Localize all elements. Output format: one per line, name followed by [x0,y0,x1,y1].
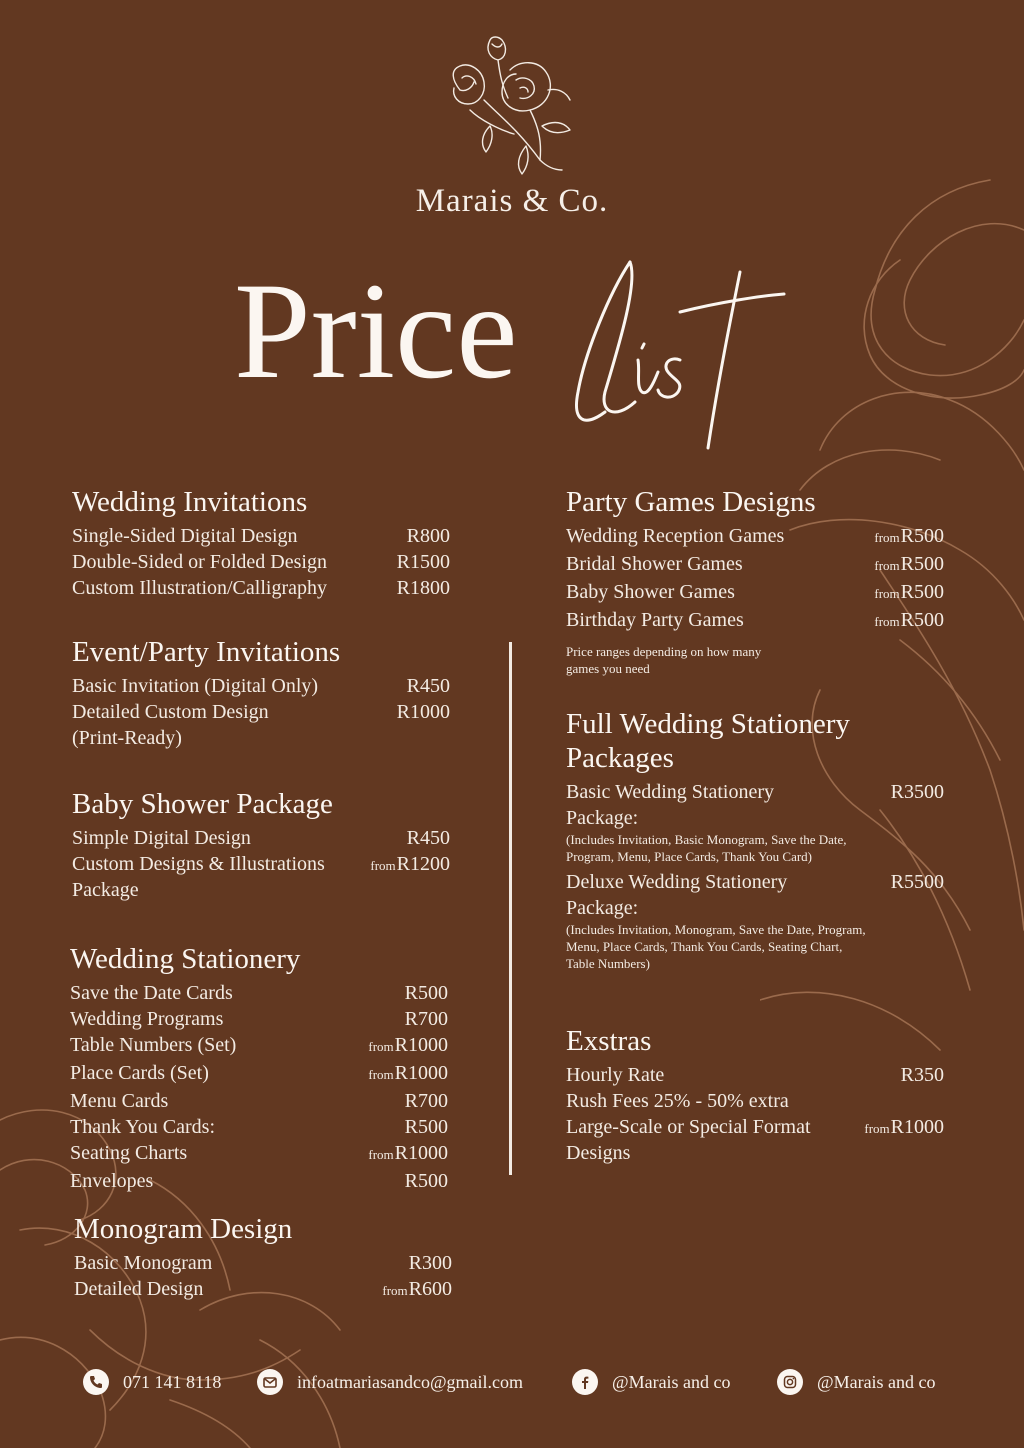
item-price: R5500 [890,871,944,893]
package-description: (Includes Invitation, Monogram, Save the Date, Program, Menu, Place Cards, Thank You Cards, Seating Chart, Table Numbers) [566,922,866,971]
section-title: Party Games Designs [566,486,816,518]
item-price [874,551,944,579]
from-label: from [874,530,900,545]
price-row [70,1006,448,1032]
package-description: (Includes Invitation, Basic Monogram, Save the Date, Program, Menu, Place Cards, Thank You Card) [566,832,847,864]
item-price: R450 [406,827,450,849]
section-title: Baby Shower Package [72,788,333,820]
price-value: R500 [900,525,944,547]
from-label: from [864,1121,890,1136]
brand-name: Marais & Co. [415,183,609,219]
price-row [70,1032,448,1060]
price-row [566,1088,944,1114]
item-name: Basic Invitation (Digital Only) [72,675,319,697]
item-price [874,579,944,607]
item-name: Menu Cards [70,1090,169,1112]
price-row [566,1062,944,1088]
price-note: Price ranges depending on how many games you need [566,644,762,676]
section-title: Event/Party Invitations [72,636,341,668]
item-price [370,851,450,879]
section-title: Wedding Stationery [70,943,301,975]
item-price: R1000 [396,701,450,723]
item-name: Custom Designs & Illustrations Package [72,853,325,901]
section-party-games [566,485,944,677]
price-value: R1000 [394,1062,448,1084]
item-price [874,523,944,551]
from-label: from [874,586,900,601]
item-name: Bridal Shower Games [566,553,743,575]
price-row [74,1250,452,1276]
price-row [566,869,944,921]
price-row [72,575,450,601]
item-name: Double-Sided or Folded Design [72,551,327,573]
item-name: Basic Monogram [74,1252,213,1274]
from-label: from [874,558,900,573]
item-price: R1800 [396,577,450,599]
footer-facebook[interactable] [572,1369,731,1395]
price-row [566,779,944,831]
item-price [368,1140,448,1168]
facebook-handle: @Marais and co [612,1371,731,1392]
item-price [382,1276,452,1304]
title-price: Price [234,254,518,407]
section-full-wedding [566,707,944,976]
item-name: Birthday Party Games [566,609,744,631]
item-name: Save the Date Cards [70,982,233,1004]
price-row [72,673,450,699]
from-label: from [370,858,396,873]
price-row [70,1088,448,1114]
item-name: Wedding Programs [70,1008,224,1030]
from-label: from [368,1039,394,1054]
item-name: Detailed Custom Design (Print-Ready) [72,701,269,749]
price-row [70,1114,448,1140]
phone-icon [83,1369,109,1395]
item-name: Seating Charts [70,1142,188,1164]
section-title: Exstras [566,1025,652,1057]
price-row [566,523,944,551]
footer-instagram[interactable] [777,1369,936,1395]
item-name: Single-Sided Digital Design [72,525,298,547]
from-label: from [874,614,900,629]
price-row [72,851,450,903]
phone-number: 071 141 8118 [123,1371,222,1392]
item-price: R700 [404,1008,448,1030]
price-row [566,551,944,579]
price-row [72,699,450,751]
price-value: R1000 [890,1116,944,1138]
item-price [874,607,944,635]
section-title: Wedding Invitations [72,486,308,518]
price-value: R1000 [394,1034,448,1056]
instagram-icon [777,1369,803,1395]
item-price: R300 [408,1252,452,1274]
from-label: from [382,1283,408,1298]
price-value: R500 [900,581,944,603]
price-row [70,1168,448,1194]
from-label: from [368,1067,394,1082]
section-wedding-stationery [70,942,448,1194]
section-baby-shower [72,787,450,903]
facebook-icon [572,1369,598,1395]
item-price [368,1060,448,1088]
column-divider [509,642,512,1175]
section-title: Monogram Design [74,1213,293,1245]
item-name: Thank You Cards: [70,1116,216,1138]
item-price: R500 [404,1170,448,1192]
price-value: R600 [408,1278,452,1300]
item-name: Simple Digital Design [72,827,251,849]
price-row [70,1140,448,1168]
item-price: R500 [404,1116,448,1138]
item-price: R3500 [890,781,944,803]
item-name: Place Cards (Set) [70,1062,209,1084]
rose-logo-icon [430,30,590,180]
price-row [566,1114,944,1166]
item-price: R1500 [396,551,450,573]
item-name: Rush Fees 25% - 50% extra [566,1090,789,1112]
item-price: R500 [404,982,448,1004]
item-price [368,1032,448,1060]
section-extras [566,1024,944,1166]
price-row [70,1060,448,1088]
item-name: Deluxe Wedding Stationery Package: [566,871,788,919]
price-row [72,523,450,549]
price-value: R500 [900,609,944,631]
footer-email[interactable] [257,1369,523,1395]
section-monogram [74,1212,452,1304]
title-list-script [560,252,800,462]
price-row [566,579,944,607]
from-label: from [368,1147,394,1162]
item-name: Basic Wedding Stationery Package: [566,781,774,829]
item-name: Baby Shower Games [566,581,735,603]
price-row [72,825,450,851]
section-wedding-invitations [72,485,450,601]
item-price: R700 [404,1090,448,1112]
section-event-invitations [72,635,450,751]
price-row [566,607,944,635]
price-value: R1200 [396,853,450,875]
footer-phone[interactable] [83,1369,221,1395]
mail-icon [257,1369,283,1395]
item-price: R350 [900,1064,944,1086]
item-name: Detailed Design [74,1278,204,1300]
item-name: Hourly Rate [566,1064,665,1086]
price-row [72,549,450,575]
item-price: R800 [406,525,450,547]
item-name: Custom Illustration/Calligraphy [72,577,327,599]
price-value: R1000 [394,1142,448,1164]
email-address: infoatmariasandco@gmail.com [297,1371,524,1392]
item-price [864,1114,944,1142]
item-name: Large-Scale or Special Format Designs [566,1116,811,1164]
item-name: Table Numbers (Set) [70,1034,237,1056]
item-price: R450 [406,675,450,697]
price-row [70,980,448,1006]
item-name: Envelopes [70,1170,154,1192]
item-name: Wedding Reception Games [566,525,785,547]
price-value: R500 [900,553,944,575]
price-row [74,1276,452,1304]
instagram-handle: @Marais and co [817,1371,936,1392]
section-title: Full Wedding Stationery Packages [566,708,850,774]
